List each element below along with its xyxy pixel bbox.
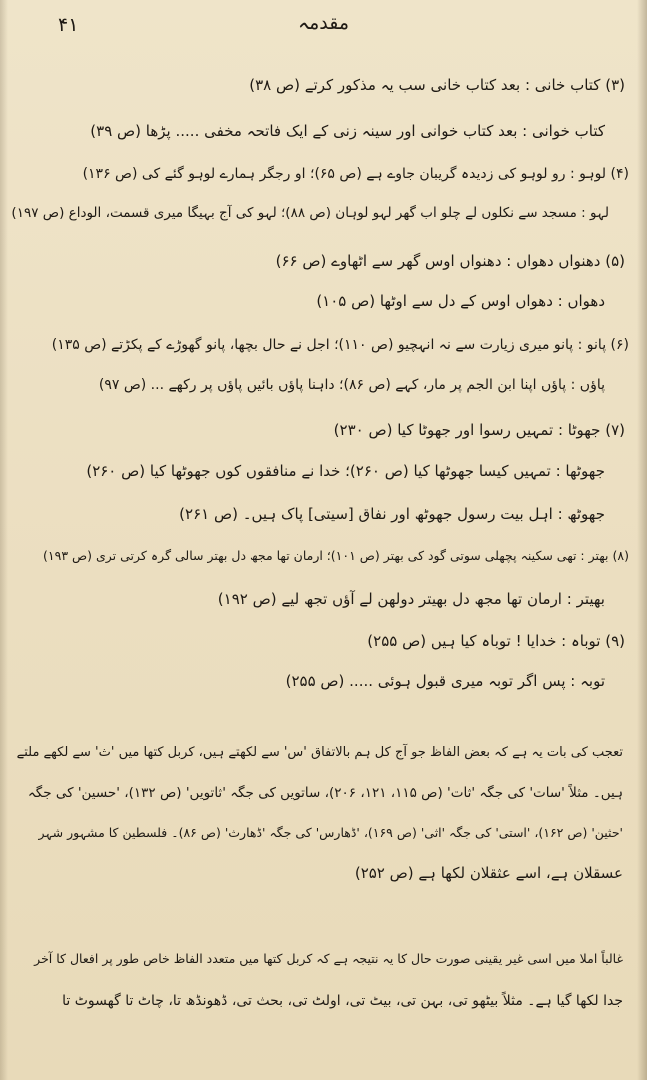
entry-line: (۶) پانو : پانو میری زیارت سے نہ انہچیو (ص ۱۱۰)؛ اجل نے حال بچھا، پانو گھوڑے کے پکڑتے (ص ۱۳۵) — [51, 337, 629, 353]
entry-line: (۷) جھوٹا : تمہیں رسوا اور جھوٹا کیا (ص ۲۳۰) — [333, 421, 625, 439]
paragraph-line: تعجب کی بات یہ ہے کہ بعض الفاظ جو آج کل ہم بالاتفاق 'س' سے لکھتے ہیں، کربل کتھا میں 'ث' سے لکھے ملتے — [16, 745, 623, 760]
entry-line: لہو : مسجد سے نکلوں لے چلو اب گھر لہو لوہان (ص ۸۸)؛ لہو کی آج بہیگا میری قسمت، الوداع (ص ۱۹۷) — [11, 205, 609, 221]
paragraph-line: 'حثین' (ص ۱۶۲)، 'استی' کی جگہ 'اثی' (ص ۱۶۹)، 'ڈھارس' کی جگہ 'ڈھارث' (ص ۸۶)۔ فلسطین کا مشہور شہر — [38, 825, 623, 840]
entry-line: جھوٹھا : تمہیں کیسا جھوٹھا کیا (ص ۲۶۰)؛ خدا نے منافقوں کوں جھوٹھا کیا (ص ۲۶۰) — [86, 462, 605, 480]
entry-line: (۹) توباہ : خدایا ! توباہ کیا ہیں (ص ۲۵۵) — [367, 632, 625, 650]
entry-line: (۴) لوہو : رو لوہو کی زدیدہ گریبان جاوے ہے (ص ۶۵)؛ او رجگر ہمارے لوہو گئے کی (ص ۱۳۶) — [82, 166, 629, 182]
paragraph-line: عسقلان ہے، اسے عثقلان لکھا ہے (ص ۲۵۲) — [354, 864, 623, 882]
page-number: ۴۱ — [58, 14, 79, 36]
paragraph-line: ہیں۔ مثلاً 'سات' کی جگہ 'ثات' (ص ۱۱۵، ۱۲۱، ۲۰۶)، ساتویں کی جگہ 'ثاتویں' (ص ۱۳۲)، 'حسین' کی جگہ — [27, 785, 623, 801]
paragraph-line: غالباً املا میں اسی غیر یقینی صورت حال کا یہ نتیجہ ہے کہ کربل کتھا میں متعدد الفاظ خاص طور پر افعال کا آخر — [34, 951, 623, 966]
entry-line: توبہ : پس اگر توبہ میری قبول ہوئی ..... (ص ۲۵۵) — [285, 672, 605, 690]
entry-line: (۵) دھنواں دھواں : دھنواں اوس گھر سے اٹھاوے (ص ۶۶) — [275, 252, 625, 270]
entry-line: دھواں : دھواں اوس کے دل سے اوٹھا (ص ۱۰۵) — [316, 292, 605, 310]
page-edge-shadow — [637, 0, 647, 1080]
entry-line: کتاب خوانی : بعد کتاب خوانی اور سینہ زنی کے ایک فاتحہ مخفی ..... پڑھا (ص ۳۹) — [90, 122, 605, 140]
page-edge-shadow — [0, 0, 8, 1080]
entry-line: جھوٹھ : اہل بیت رسول جھوٹھ اور نفاق [سیتی] پاک ہیں۔ (ص ۲۶۱) — [179, 505, 605, 523]
entry-line: پاؤں : پاؤں اپنا ابن الجم پر مار، کہے (ص ۸۶)؛ داہنا پاؤں بائیں پاؤں پر رکھے ... (ص ۹۷) — [98, 377, 605, 393]
page-title: مقدمہ — [297, 12, 350, 34]
entry-line: بھیتر : ارمان تھا مجھ دل بھیتر دولھن لے آؤں تجھ لیے (ص ۱۹۲) — [217, 590, 605, 608]
paragraph-line: جدا لکھا گیا ہے۔ مثلاً بیٹھو تی، بہن تی، بیٹ تی، اولٹ تی، بحث تی، ڈھونڈھ تا، چاٹ تا گھسوٹ تا — [62, 993, 623, 1009]
entry-line: (۸) بھتر : تھی سکینہ پچھلی سوتی گود کی بھتر (ص ۱۰۱)؛ ارمان تھا مجھ دل بھتر سالی گرہ کرتی تری (ص ۱۹۳) — [43, 548, 629, 563]
entry-line: (۳) کتاب خانی : بعد کتاب خانی سب یہ مذکور کرتے (ص ۳۸) — [249, 76, 625, 94]
